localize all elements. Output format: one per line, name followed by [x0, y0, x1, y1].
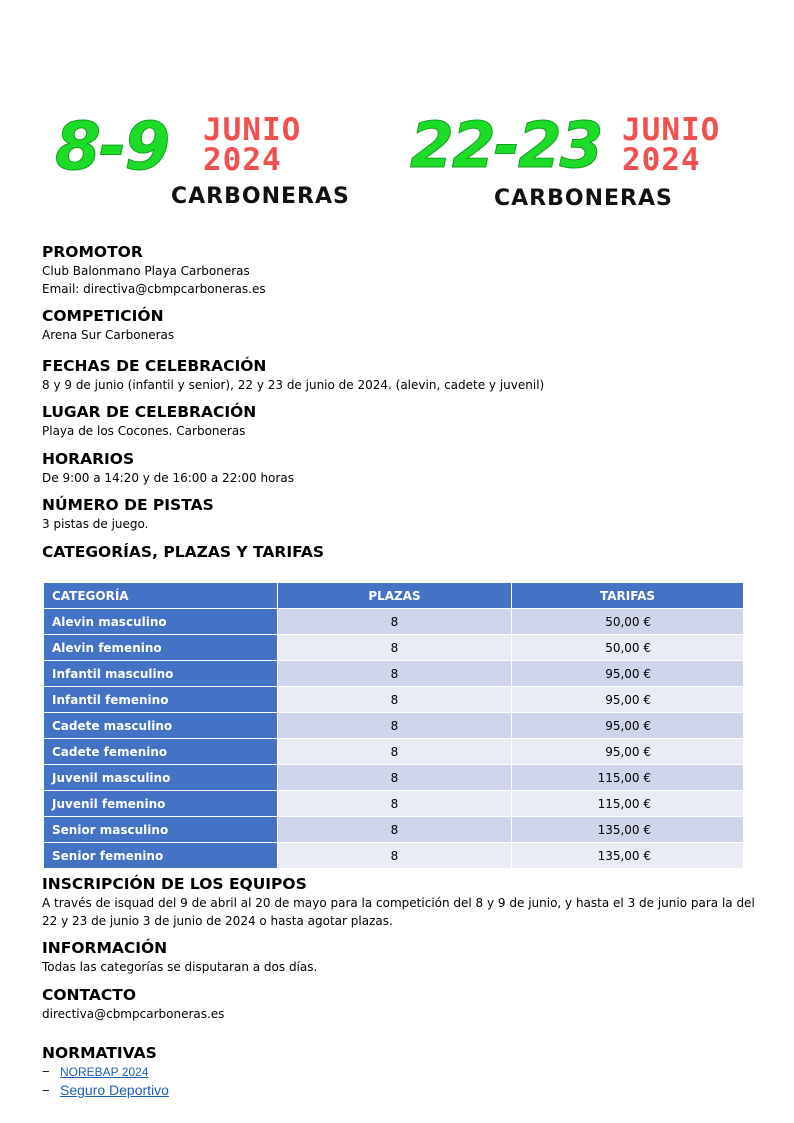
list-bullet: − [42, 1064, 50, 1079]
list-item [42, 1081, 754, 1100]
event-2-days: 22-23 [410, 109, 602, 182]
informacion-heading: INFORMACIÓN [42, 939, 168, 957]
row-tarifa: 95,00 € [512, 713, 744, 739]
event-1-month: JUNIO [203, 112, 302, 148]
contacto-section [42, 985, 754, 1023]
categorias-heading: CATEGORÍAS, PLAZAS Y TARIFAS [42, 543, 325, 561]
row-categoria: Juvenil masculino [44, 765, 278, 791]
table-row [44, 843, 744, 869]
row-categoria: Juvenil femenino [44, 791, 278, 817]
event-1-days: 8-9 [55, 108, 169, 185]
row-categoria: Infantil femenino [44, 687, 278, 713]
table-row [44, 661, 744, 687]
tarifas-table [43, 582, 744, 869]
table-row [44, 609, 744, 635]
table-row [44, 739, 744, 765]
inscripcion-heading: INSCRIPCIÓN DE LOS EQUIPOS [42, 875, 307, 893]
list-bullet: − [42, 1083, 50, 1098]
table-row [44, 765, 744, 791]
row-categoria: Cadete masculino [44, 713, 278, 739]
row-categoria: Infantil masculino [44, 661, 278, 687]
list-item [42, 1063, 754, 1081]
row-plazas: 8 [278, 791, 512, 817]
row-plazas: 8 [278, 817, 512, 843]
col-header-plazas: PLAZAS [278, 583, 512, 609]
pistas-section [42, 495, 754, 533]
row-tarifa: 95,00 € [512, 739, 744, 765]
table-row [44, 635, 744, 661]
promotor-section [42, 242, 754, 298]
row-plazas: 8 [278, 687, 512, 713]
row-plazas: 8 [278, 713, 512, 739]
horarios-section [42, 449, 754, 487]
table-row [44, 713, 744, 739]
row-plazas: 8 [278, 635, 512, 661]
horarios-text: De 9:00 a 14:20 y de 16:00 a 22:00 horas [42, 471, 294, 485]
pistas-text: 3 pistas de juego. [42, 517, 149, 531]
fechas-heading: FECHAS DE CELEBRACIÓN [42, 357, 267, 375]
row-categoria: Alevin masculino [44, 609, 278, 635]
event-1-year: 2024 [203, 142, 282, 178]
row-tarifa: 115,00 € [512, 791, 744, 817]
informacion-text: Todas las categorías se disputaran a dos días. [42, 960, 318, 974]
row-tarifa: 135,00 € [512, 817, 744, 843]
lugar-section [42, 402, 754, 440]
row-plazas: 8 [278, 661, 512, 687]
competicion-text: Arena Sur Carboneras [42, 328, 175, 342]
row-categoria: Senior femenino [44, 843, 278, 869]
table-header-row [44, 583, 744, 609]
row-plazas: 8 [278, 765, 512, 791]
pistas-heading: NÚMERO DE PISTAS [42, 496, 214, 514]
row-categoria: Senior masculino [44, 817, 278, 843]
row-tarifa: 135,00 € [512, 843, 744, 869]
contacto-email: directiva@cbmpcarboneras.es [42, 1007, 225, 1021]
inscripcion-line2: 22 y 23 de junio 3 de junio de 2024 o hasta agotar plazas. [42, 914, 393, 928]
col-header-categoria: CATEGORÍA [44, 583, 278, 609]
event-2-town: CARBONERAS [494, 186, 673, 211]
horarios-heading: HORARIOS [42, 450, 135, 468]
row-tarifa: 115,00 € [512, 765, 744, 791]
event-banner [0, 108, 794, 217]
seguro-deportivo-link[interactable]: Seguro Deportivo [60, 1082, 169, 1098]
inscripcion-line1: A través de isquad del 9 de abril al 20 de mayo para la competición del 8 y 9 de junio, y hasta el 3 de junio para la del [42, 896, 755, 910]
event-2-month: JUNIO [622, 112, 721, 148]
norebap-link[interactable]: NOREBAP 2024 [60, 1065, 149, 1079]
row-categoria: Cadete femenino [44, 739, 278, 765]
row-categoria: Alevin femenino [44, 635, 278, 661]
event-1-logo [55, 108, 355, 217]
row-plazas: 8 [278, 609, 512, 635]
categorias-section [42, 542, 754, 562]
informacion-section [42, 938, 754, 976]
promotor-club: Club Balonmano Playa Carboneras [42, 264, 250, 278]
table-row [44, 817, 744, 843]
row-plazas: 8 [278, 843, 512, 869]
row-tarifa: 95,00 € [512, 687, 744, 713]
fechas-text: 8 y 9 de junio (infantil y senior), 22 y 23 de junio de 2024. (alevin, cadete y juvenil) [42, 378, 545, 392]
promotor-heading: PROMOTOR [42, 243, 143, 261]
inscripcion-section [42, 874, 754, 930]
table-row [44, 791, 744, 817]
row-plazas: 8 [278, 739, 512, 765]
event-2-logo [410, 109, 760, 217]
normativas-section [42, 1043, 754, 1100]
promotor-email: Email: directiva@cbmpcarboneras.es [42, 282, 266, 296]
col-header-tarifas: TARIFAS [512, 583, 744, 609]
competicion-section [42, 306, 754, 344]
row-tarifa: 50,00 € [512, 609, 744, 635]
lugar-text: Playa de los Cocones. Carboneras [42, 424, 246, 438]
row-tarifa: 50,00 € [512, 635, 744, 661]
event-2-year: 2024 [622, 142, 701, 178]
normativas-heading: NORMATIVAS [42, 1044, 157, 1062]
lugar-heading: LUGAR DE CELEBRACIÓN [42, 403, 257, 421]
row-tarifa: 95,00 € [512, 661, 744, 687]
event-1-town: CARBONERAS [171, 184, 350, 209]
fechas-section [42, 356, 754, 394]
contacto-heading: CONTACTO [42, 986, 137, 1004]
competicion-heading: COMPETICIÓN [42, 307, 164, 325]
normativas-links [42, 1063, 754, 1100]
table-row [44, 687, 744, 713]
